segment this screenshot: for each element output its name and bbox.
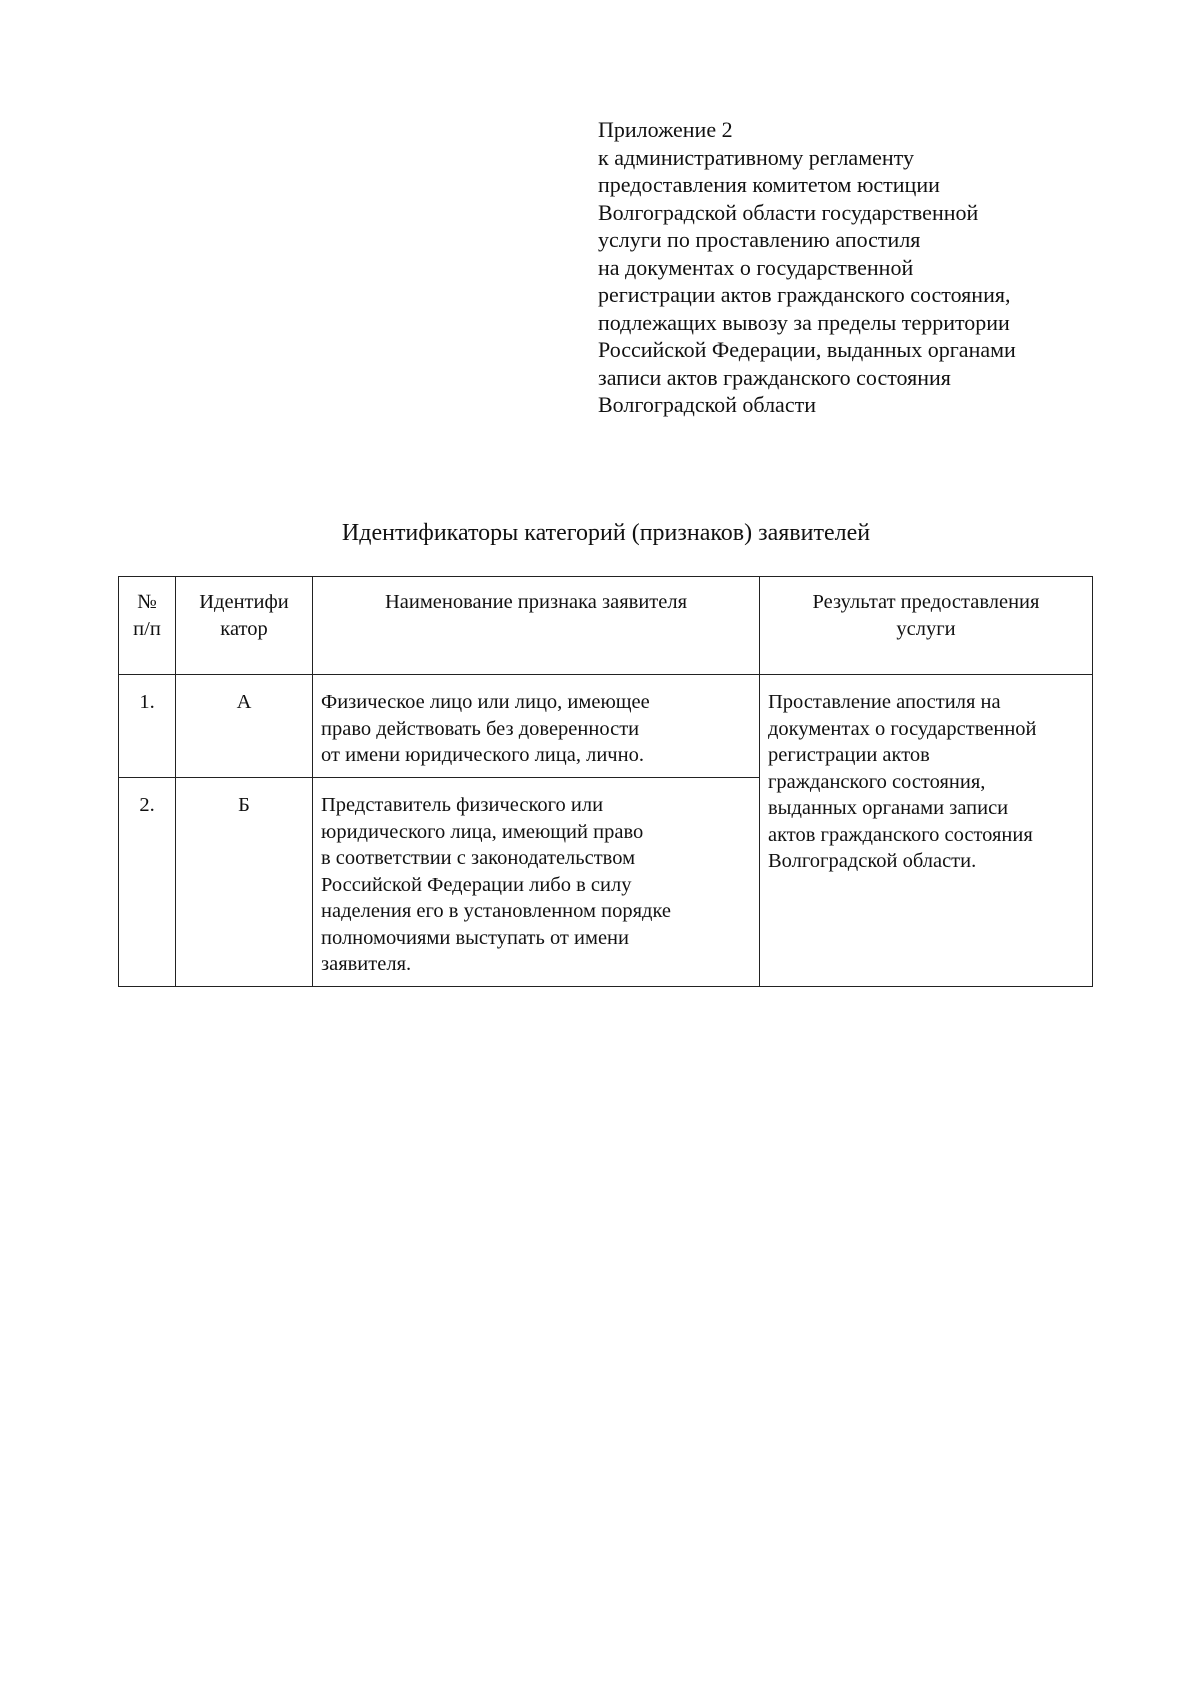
header-result-line2: услуги <box>896 617 956 640</box>
header-identifier-line1: Идентифи <box>199 591 289 613</box>
header-identifier <box>176 577 313 675</box>
appendix-line: Приложение 2 <box>598 117 733 142</box>
row-identifier: Б <box>176 778 313 987</box>
result-line: документах о государственной <box>768 717 1037 740</box>
result-line: регистрации актов <box>768 744 930 766</box>
row-name-line: полномочиями выступать от имени <box>321 926 629 949</box>
header-number <box>119 577 176 675</box>
row-name-line: от имени юридического лица, лично. <box>321 744 644 766</box>
appendix-line: к административному регламенту <box>598 144 914 170</box>
header-identifier-line2: катор <box>220 617 268 640</box>
applicant-categories-table <box>118 576 1093 987</box>
row-name-line: Физическое лицо или лицо, имеющее <box>321 691 650 713</box>
row-name <box>313 778 760 987</box>
row-name-line: право действовать без доверенности <box>321 717 640 740</box>
appendix-line: регистрации актов гражданского состояния, <box>598 282 1011 307</box>
document-title: Идентификаторы категорий (признаков) заявителей <box>341 520 871 546</box>
table-header-row <box>119 577 1093 675</box>
result-line: Волгоградской области. <box>768 850 977 872</box>
appendix-header <box>598 116 1158 419</box>
appendix-line: услуги по проставлению апостиля <box>598 227 921 252</box>
appendix-line: на документах о государственной <box>598 254 914 280</box>
result-line: актов гражданского состояния <box>768 823 1033 846</box>
result-line: Проставление апостиля на <box>768 691 1001 713</box>
row-name-line: наделения его в установленном порядке <box>321 900 671 922</box>
header-result-line1: Результат предоставления <box>812 591 1040 613</box>
appendix-line: Российской Федерации, выданных органами <box>598 337 1016 362</box>
result-line: гражданского состояния, <box>768 770 986 793</box>
result-line: выданных органами записи <box>768 797 1009 819</box>
service-result <box>760 675 1093 987</box>
header-name <box>313 577 760 675</box>
header-name-text: Наименование признака заявителя <box>384 591 688 613</box>
appendix-line: Волгоградской области <box>598 392 816 417</box>
header-number-line2: п/п <box>133 617 161 640</box>
appendix-line: подлежащих вывозу за пределы территории <box>598 309 1010 335</box>
appendix-line: предоставления комитетом юстиции <box>598 172 940 197</box>
row-name-line: Российской Федерации либо в силу <box>321 873 632 896</box>
appendix-line: Волгоградской области государственной <box>598 199 979 225</box>
row-number: 2. <box>119 778 176 987</box>
row-name-line: в соответствии с законодательством <box>321 847 636 869</box>
header-number-line1: № <box>137 591 157 613</box>
row-identifier: А <box>176 675 313 778</box>
appendix-line: записи актов гражданского состояния <box>598 364 951 390</box>
table-row <box>119 675 1093 778</box>
row-name-line: Представитель физического или <box>321 794 604 816</box>
header-result <box>760 577 1093 675</box>
row-name <box>313 675 760 778</box>
row-name-line: юридического лица, имеющий право <box>321 820 644 843</box>
row-number: 1. <box>119 675 176 778</box>
row-name-line: заявителя. <box>321 953 412 975</box>
